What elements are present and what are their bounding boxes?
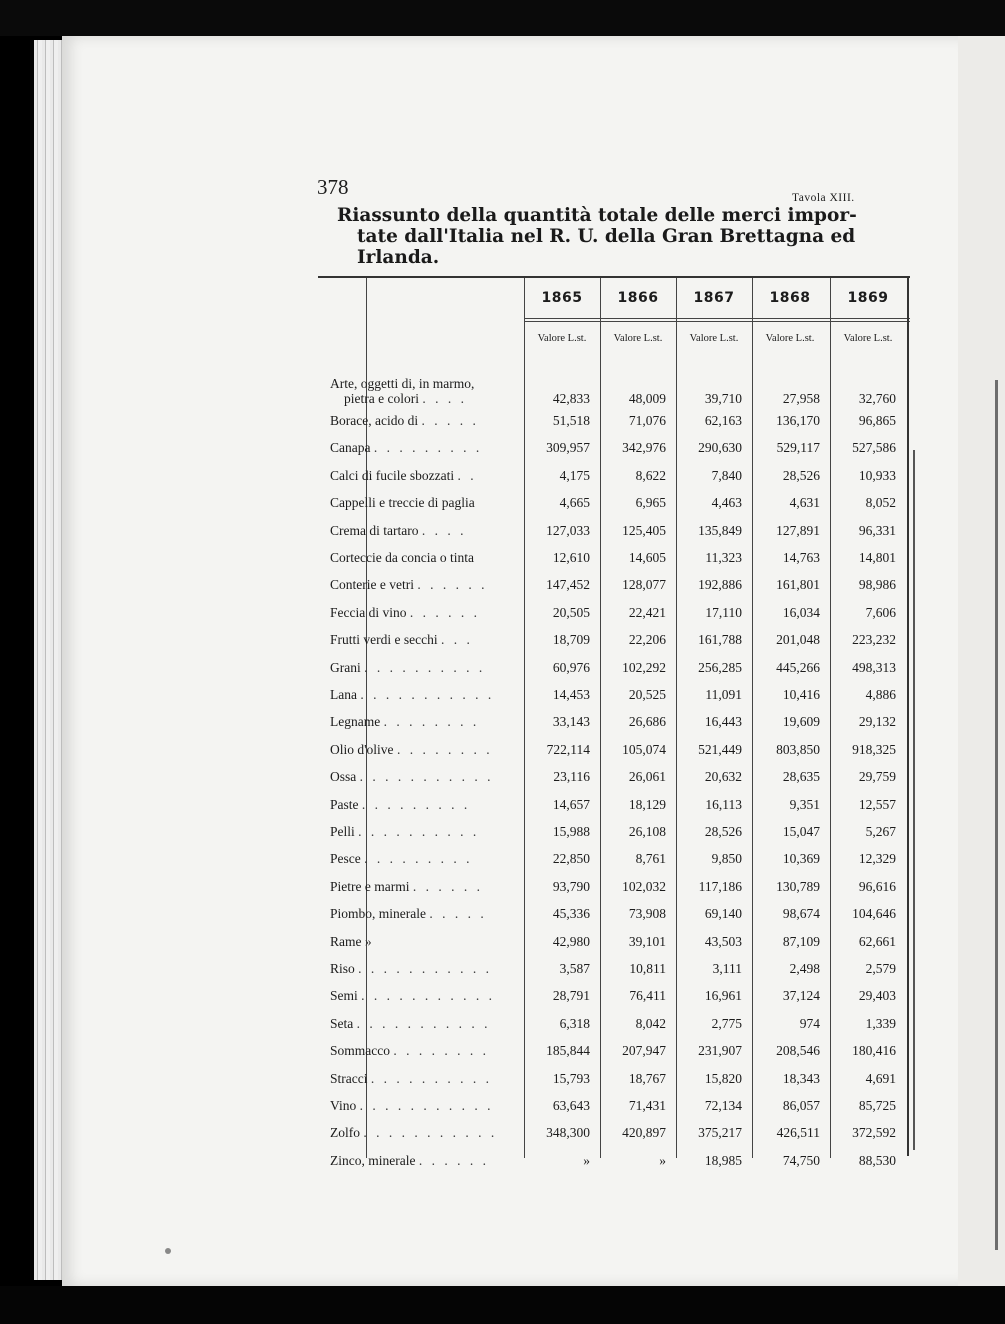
unit-header: Valore L.st. [689, 333, 739, 344]
row-label [330, 851, 516, 867]
title-line-2: tate dall'Italia nel R. U. della Gran Brettagna ed [357, 226, 856, 247]
table-row [318, 1071, 910, 1098]
value-cell-1867: 290,630 [698, 440, 742, 456]
row-label [330, 413, 516, 429]
facing-page-rule [995, 380, 998, 1250]
value-cell-1869: 62,661 [858, 933, 896, 949]
value-cell-1866: 125,405 [622, 522, 666, 538]
leader-dots: . . . . . . [418, 1152, 489, 1168]
value-cell-1869: 88,530 [858, 1152, 896, 1168]
row-label-text: Zolfo [330, 1125, 360, 1141]
table-row [318, 440, 910, 467]
unit-header: Valore L.st. [537, 333, 587, 344]
value-cell-1869: 29,132 [858, 714, 896, 730]
leader-dots: . . [457, 467, 477, 483]
table-row [318, 742, 910, 769]
value-cell-1868: 9,351 [789, 796, 820, 812]
row-label-text: Vino [330, 1098, 357, 1113]
row-label [330, 523, 516, 539]
leader-dots: . . . . [422, 391, 467, 406]
row-label-text: Rame [330, 933, 362, 949]
value-cell-1868: 803,850 [776, 741, 820, 757]
row-label-text: Piombo, minerale [330, 906, 426, 922]
row-label [330, 550, 516, 566]
table-row [318, 1125, 910, 1152]
value-cell-1867: 11,091 [705, 687, 742, 702]
title-line-1: Riassunto della quantità totale delle merci impor- [337, 205, 857, 226]
value-cell-1868: 4,631 [789, 495, 820, 511]
leader-dots: . . . . . . . . . [373, 440, 483, 456]
leader-dots: . . . . . . [417, 577, 488, 593]
value-cell-1868: 18,343 [782, 1070, 820, 1086]
value-cell-1869: 98,986 [858, 577, 896, 593]
row-label-text: Borace, acido di [330, 413, 419, 428]
value-cell-1867: 4,463 [711, 495, 742, 511]
leader-dots: . . . . [421, 522, 467, 538]
row-label [330, 605, 516, 621]
value-cell-1867: 43,503 [704, 933, 742, 949]
table-row [318, 824, 910, 851]
leader-dots: . . . . . . . . [396, 741, 493, 757]
page-blemish [165, 1248, 171, 1254]
value-cell-1866: 10,811 [629, 961, 666, 976]
leader-dots: . . . [440, 632, 473, 648]
row-label-text: Seta [330, 1015, 354, 1031]
value-cell-1868: 161,801 [776, 577, 820, 593]
row-label [330, 988, 516, 1004]
leader-dots: . . . . . . . . . . . [356, 1015, 491, 1031]
value-cell-1866: 207,947 [622, 1043, 666, 1059]
value-cell-1866: 8,622 [635, 467, 666, 483]
row-label-text: Canapa [330, 440, 371, 456]
table-row [318, 632, 910, 659]
value-cell-1866: 8,761 [635, 851, 666, 867]
value-cell-1868: 15,047 [782, 824, 820, 839]
value-cell-1868: 974 [799, 1015, 820, 1031]
value-cell-1867: 16,443 [704, 714, 742, 730]
leader-dots: . . . . . [421, 413, 479, 428]
value-cell-1868: 445,266 [776, 659, 820, 675]
value-cell-1867: 16,961 [704, 988, 742, 1004]
leader-dots: . . . . . . . . . . . [361, 988, 496, 1004]
table-number: Tavola XIII. [792, 192, 855, 204]
value-cell-1866: 39,101 [628, 933, 666, 949]
value-cell-1865: 4,665 [559, 495, 590, 511]
value-cell-1866: 73,908 [628, 906, 666, 922]
table-row [318, 714, 910, 741]
row-label [330, 934, 516, 950]
leader-dots: . . . . . . . . . [361, 796, 471, 812]
value-cell-1867: 72,134 [704, 1098, 742, 1113]
value-cell-1869: 32,760 [858, 391, 896, 406]
value-cell-1865: 14,453 [552, 687, 590, 702]
unit-header: Valore L.st. [765, 333, 815, 344]
value-cell-1866: 102,292 [622, 659, 666, 675]
value-cell-1866: 48,009 [628, 391, 666, 406]
row-label-text: Pietre e marmi [330, 878, 410, 894]
value-cell-1868: 86,057 [782, 1098, 820, 1113]
title-line-3: Irlanda. [357, 247, 440, 268]
value-cell-1868: 426,511 [776, 1125, 820, 1141]
row-label-line [330, 391, 516, 406]
value-cell-1865: 63,643 [552, 1098, 590, 1113]
value-cell-1865: 42,833 [552, 391, 590, 406]
value-cell-1868: 16,034 [782, 604, 820, 620]
value-cell-1865: 42,980 [552, 933, 590, 949]
row-label [330, 1043, 516, 1059]
value-cell-1866: 18,767 [628, 1070, 666, 1086]
value-cell-1865: 51,518 [552, 413, 590, 428]
value-cell-1865: 33,143 [552, 714, 590, 730]
value-cell-1868: 28,635 [782, 769, 820, 785]
row-label [330, 632, 516, 648]
leader-dots: . . . . . . . . . [364, 851, 473, 867]
value-cell-1868: 208,546 [776, 1043, 820, 1059]
value-cell-1865: 348,300 [546, 1125, 590, 1141]
unit-header: Valore L.st. [843, 333, 893, 344]
value-cell-1867: 15,820 [704, 1070, 742, 1086]
value-cell-1868: 87,109 [782, 933, 820, 949]
row-label-text: Semi [330, 988, 358, 1004]
value-cell-1868: 98,674 [782, 906, 820, 922]
imports-table [318, 276, 910, 1168]
row-label [330, 961, 516, 977]
value-cell-1865: 15,793 [552, 1070, 590, 1086]
leader-dots: . . . . . . . . [393, 1043, 489, 1059]
value-cell-1866: » [659, 1152, 666, 1168]
table-row [318, 851, 910, 878]
year-header-1869: 1869 [847, 290, 889, 306]
value-cell-1867: 9,850 [711, 851, 742, 867]
value-cell-1867: 521,449 [698, 741, 742, 757]
value-cell-1869: 104,646 [852, 906, 896, 922]
value-cell-1867: 39,710 [704, 391, 742, 406]
table-row [318, 934, 910, 961]
value-cell-1867: 231,907 [698, 1043, 742, 1059]
leader-dots: . . . . . . . . . . . [359, 769, 494, 785]
row-label [330, 797, 516, 813]
leader-dots: . . . . . . . . . . [358, 824, 480, 839]
value-cell-1865: 18,709 [552, 632, 590, 648]
row-label-text: Frutti verdi e secchi [330, 632, 438, 648]
value-cell-1865: 22,850 [552, 851, 590, 867]
row-label [330, 660, 516, 676]
year-header-1867: 1867 [693, 290, 735, 306]
value-cell-1868: 130,789 [776, 878, 820, 894]
row-label [330, 906, 516, 922]
value-cell-1865: 14,657 [552, 796, 590, 812]
value-cell-1866: 128,077 [622, 577, 666, 593]
value-cell-1866: 22,206 [628, 632, 666, 648]
row-label-text: Legname [330, 714, 381, 730]
value-cell-1865: 12,610 [552, 550, 590, 565]
table-row [318, 523, 910, 550]
row-label [330, 742, 516, 758]
value-cell-1866: 6,965 [635, 495, 666, 511]
row-label-text: Zinco, minerale [330, 1152, 416, 1168]
value-cell-1867: 135,849 [698, 522, 742, 538]
value-cell-1866: 420,897 [622, 1125, 666, 1141]
scan-bottom-border [0, 1286, 1005, 1324]
value-cell-1867: 375,217 [698, 1125, 742, 1141]
value-cell-1867: 28,526 [704, 824, 742, 839]
value-cell-1865: 4,175 [559, 467, 590, 483]
row-label-text: Cappelli e treccie di paglia [330, 495, 475, 511]
value-cell-1867: 7,840 [711, 467, 742, 483]
row-label-text: Stracci [330, 1070, 368, 1086]
value-cell-1869: 96,865 [858, 413, 896, 428]
value-cell-1868: 201,048 [776, 632, 820, 648]
value-cell-1867: 117,186 [698, 878, 742, 894]
value-cell-1869: 4,691 [865, 1070, 896, 1086]
value-cell-1869: 498,313 [852, 659, 896, 675]
leader-dots: . . . . . . [412, 878, 483, 894]
row-label-text: Crema di tartaro [330, 522, 419, 538]
value-cell-1867: 16,113 [705, 796, 742, 812]
row-label [330, 1153, 516, 1169]
value-cell-1865: 309,957 [546, 440, 590, 456]
unit-header: Valore L.st. [613, 333, 663, 344]
header-rule [524, 318, 910, 319]
value-cell-1868: 529,117 [776, 440, 820, 456]
value-cell-1865: 6,318 [559, 1015, 590, 1031]
row-label-text: Calci di fucile sbozzati [330, 467, 455, 483]
value-cell-1868: 74,750 [782, 1152, 820, 1168]
row-label [330, 879, 516, 895]
row-label [330, 769, 516, 785]
row-label-text: Sommacco [330, 1043, 390, 1059]
value-cell-1868: 127,891 [776, 522, 820, 538]
year-header-1868: 1868 [769, 290, 811, 306]
value-cell-1869: 12,329 [858, 851, 896, 867]
value-cell-1869: 527,586 [852, 440, 896, 456]
value-cell-1866: 76,411 [629, 988, 666, 1004]
year-header-1866: 1866 [617, 290, 659, 306]
value-cell-1866: 26,061 [628, 769, 666, 785]
value-cell-1867: 256,285 [698, 659, 742, 675]
row-label [330, 824, 516, 840]
value-cell-1865: 93,790 [552, 878, 590, 894]
table-row [318, 769, 910, 796]
value-cell-1868: 2,498 [789, 961, 820, 976]
row-label [330, 687, 516, 703]
row-label-text: Paste [330, 796, 359, 812]
value-cell-1865: 23,116 [553, 769, 590, 785]
year-header-1865: 1865 [541, 290, 583, 306]
value-cell-1869: 29,403 [858, 988, 896, 1004]
table-row [318, 413, 910, 440]
value-cell-1865: 60,976 [552, 659, 590, 675]
value-cell-1868: 136,170 [776, 413, 820, 428]
value-cell-1865: 147,452 [546, 577, 590, 593]
value-cell-1867: 20,632 [704, 769, 742, 785]
value-cell-1867: 3,111 [712, 961, 742, 976]
value-cell-1868: 27,958 [782, 391, 820, 406]
table-row [318, 550, 910, 577]
value-cell-1866: 26,108 [628, 824, 666, 839]
table-row [318, 961, 910, 988]
row-label [330, 468, 516, 484]
row-label-text: pietra e colori [344, 391, 419, 406]
row-label-text: Olio d'olive [330, 741, 394, 757]
table-row [318, 468, 910, 495]
value-cell-1867: 62,163 [704, 413, 742, 428]
table-row [318, 495, 910, 522]
table-row [318, 1153, 910, 1180]
table-row [318, 906, 910, 933]
value-cell-1866: 20,525 [628, 687, 666, 702]
value-cell-1869: 4,886 [865, 687, 896, 702]
value-cell-1865: 20,505 [552, 604, 590, 620]
value-cell-1865: 127,033 [546, 522, 590, 538]
table-row [318, 1098, 910, 1125]
value-cell-1865: 45,336 [552, 906, 590, 922]
value-cell-1865: 3,587 [559, 961, 590, 976]
value-cell-1867: 192,886 [698, 577, 742, 593]
value-cell-1865: 185,844 [546, 1043, 590, 1059]
header-rule [524, 321, 910, 322]
value-cell-1868: 37,124 [782, 988, 820, 1004]
row-label-line: Arte, oggetti di, in marmo, [330, 376, 475, 391]
value-cell-1867: 18,985 [704, 1152, 742, 1168]
value-cell-1867: 69,140 [704, 906, 742, 922]
value-cell-1866: 342,976 [622, 440, 666, 456]
table-row [318, 660, 910, 687]
row-label [330, 714, 516, 730]
value-cell-1868: 10,416 [782, 687, 820, 702]
table-row [318, 988, 910, 1015]
row-label-text: Riso [330, 961, 355, 976]
row-label [330, 440, 516, 456]
value-cell-1869: 1,339 [865, 1015, 896, 1031]
row-label [330, 577, 516, 593]
row-label-text: Corteccie da concia o tinta [330, 550, 474, 565]
value-cell-1869: 372,592 [852, 1125, 896, 1141]
leader-dots: . . . . . [429, 906, 487, 922]
leader-dots: . . . . . . . . [383, 714, 480, 730]
value-cell-1867: 11,323 [705, 550, 742, 565]
leader-dots: . . . . . . . . . . . [359, 1098, 494, 1113]
value-cell-1869: 96,616 [858, 878, 896, 894]
value-cell-1866: 26,686 [628, 714, 666, 730]
row-label [330, 1098, 516, 1114]
value-cell-1869: 12,557 [858, 796, 896, 812]
value-cell-1865: » [583, 1152, 590, 1168]
leader-dots: . . . . . . . . . . . [360, 687, 495, 702]
value-cell-1868: 19,609 [782, 714, 820, 730]
row-label-text: Pesce [330, 851, 361, 867]
table-row [318, 1043, 910, 1070]
row-label [330, 1071, 516, 1087]
value-cell-1867: 17,110 [705, 604, 742, 620]
scan-top-border [0, 0, 1005, 36]
row-label [330, 1016, 516, 1032]
leader-dots: . . . . . . . . . . [364, 659, 486, 675]
value-cell-1869: 223,232 [852, 632, 896, 648]
value-cell-1866: 8,042 [635, 1015, 666, 1031]
table-row [318, 687, 910, 714]
row-label [330, 1125, 516, 1141]
row-label-text: Conterie e vetri [330, 577, 414, 593]
value-cell-1865: 28,791 [552, 988, 590, 1004]
value-cell-1869: 85,725 [858, 1098, 896, 1113]
value-cell-1866: 71,076 [628, 413, 666, 428]
value-cell-1869: 5,267 [865, 824, 896, 839]
table-row [318, 376, 910, 406]
value-cell-1869: 7,606 [865, 604, 896, 620]
row-label-text: Grani [330, 659, 361, 675]
value-cell-1869: 14,801 [858, 550, 896, 565]
page-title [337, 205, 907, 268]
table-row [318, 879, 910, 906]
value-cell-1869: 29,759 [858, 769, 896, 785]
value-cell-1866: 102,032 [622, 878, 666, 894]
row-label [330, 376, 516, 406]
table-row [318, 577, 910, 604]
row-label-text: Ossa [330, 769, 357, 785]
value-cell-1869: 918,325 [852, 741, 896, 757]
value-cell-1869: 180,416 [852, 1043, 896, 1059]
table-outer-rule [913, 450, 915, 1150]
table-row [318, 1016, 910, 1043]
row-label-text: Feccia di vino [330, 604, 407, 620]
value-cell-1866: 14,605 [628, 550, 666, 565]
value-cell-1867: 2,775 [711, 1015, 742, 1031]
row-label-text: Lana [330, 687, 357, 702]
leader-dots: » [364, 933, 375, 949]
leader-dots: . . . . . . . . . . . [358, 961, 493, 976]
row-label [330, 495, 516, 511]
value-cell-1869: 96,331 [858, 522, 896, 538]
value-cell-1868: 28,526 [782, 467, 820, 483]
value-cell-1869: 8,052 [865, 495, 896, 511]
leader-dots: . . . . . . . . . . . [363, 1125, 498, 1141]
value-cell-1866: 105,074 [622, 741, 666, 757]
table-right-rule [907, 276, 909, 1156]
row-label-text: Pelli [330, 824, 355, 839]
value-cell-1866: 71,431 [628, 1098, 666, 1113]
page-number: 378 [317, 175, 349, 199]
value-cell-1865: 15,988 [552, 824, 590, 839]
table-row [318, 797, 910, 824]
leader-dots: . . . . . . [409, 604, 480, 620]
value-cell-1869: 10,933 [858, 467, 896, 483]
leader-dots: . . . . . . . . . . [370, 1070, 492, 1086]
value-cell-1868: 14,763 [782, 550, 820, 565]
value-cell-1865: 722,114 [546, 741, 590, 757]
value-cell-1869: 2,579 [865, 961, 896, 976]
value-cell-1868: 10,369 [782, 851, 820, 867]
value-cell-1866: 18,129 [628, 796, 666, 812]
value-cell-1866: 22,421 [628, 604, 666, 620]
table-row [318, 605, 910, 632]
value-cell-1867: 161,788 [698, 632, 742, 648]
